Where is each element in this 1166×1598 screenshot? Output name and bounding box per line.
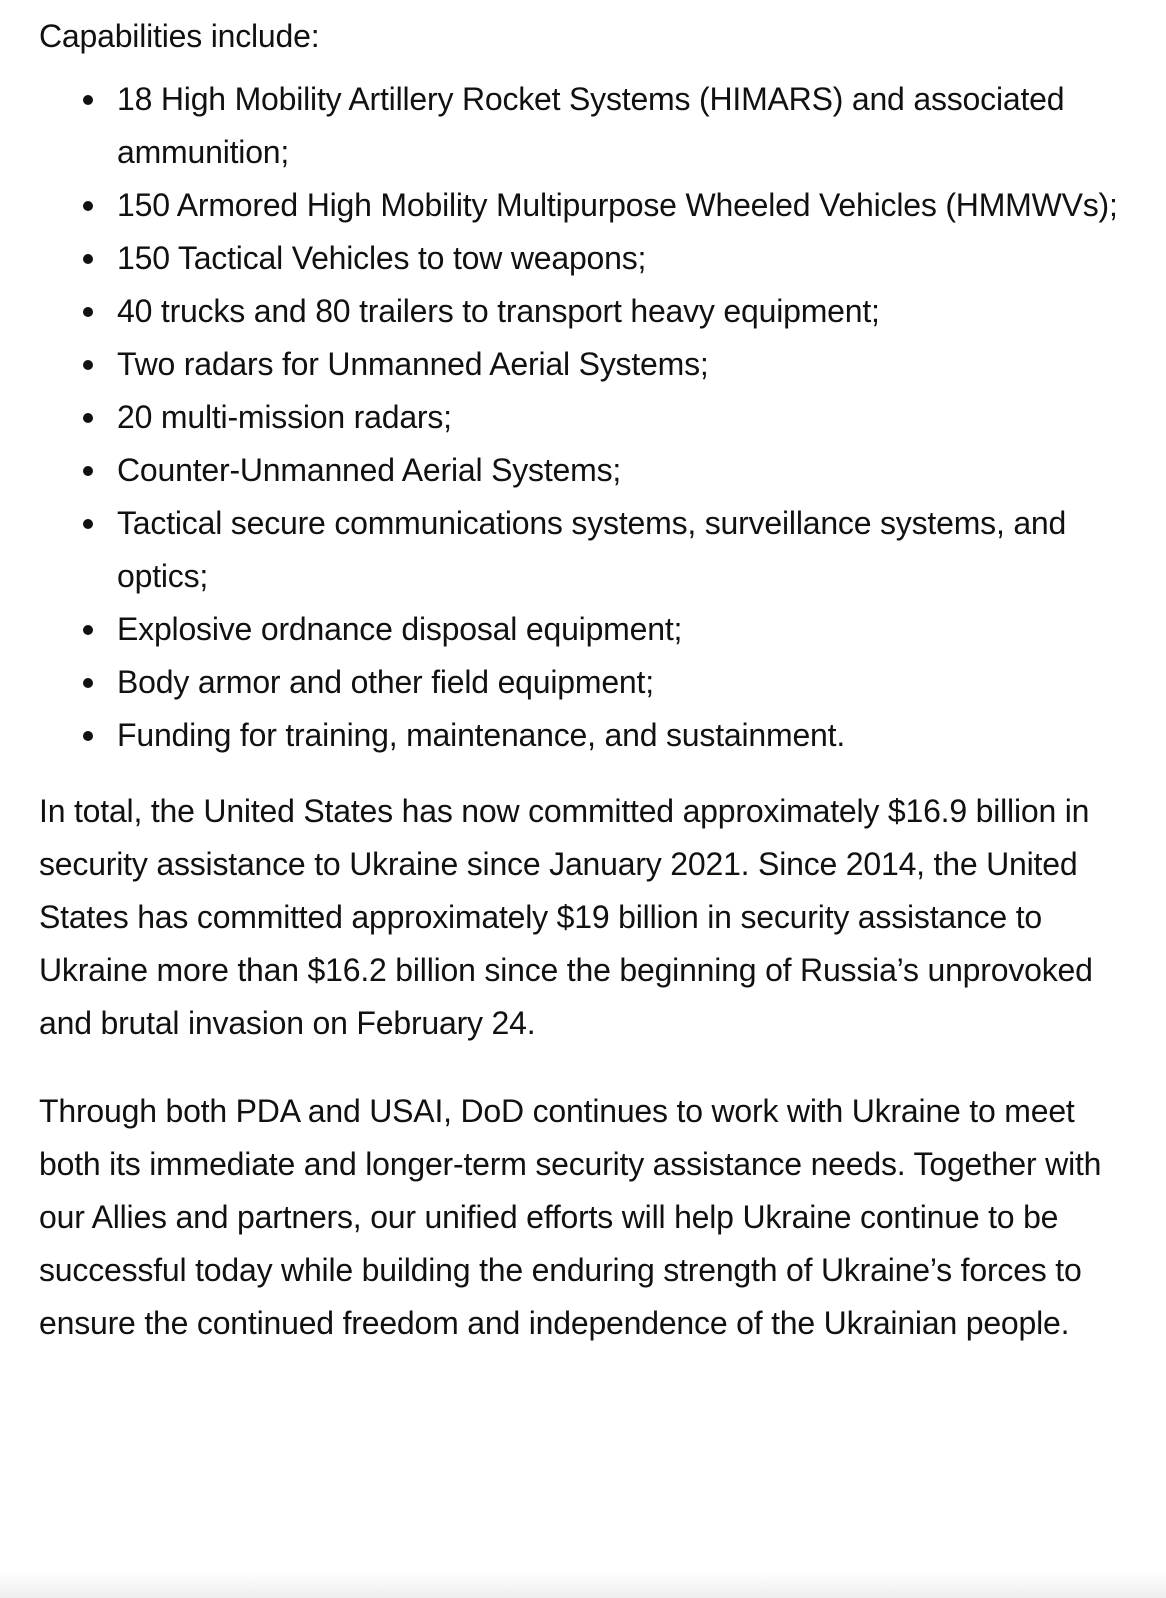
list-item-text: Body armor and other field equipment;: [117, 664, 654, 700]
bullet-icon: [83, 519, 93, 529]
bullet-icon: [83, 678, 93, 688]
list-item-text: 18 High Mobility Artillery Rocket Systems (HIMARS) and associated ammunition;: [117, 81, 1065, 170]
list-item: [117, 73, 1129, 179]
list-item: [117, 179, 1129, 232]
list-item: [117, 444, 1129, 497]
list-item-text: 150 Tactical Vehicles to tow weapons;: [117, 240, 647, 276]
list-item-text: Two radars for Unmanned Aerial Systems;: [117, 346, 709, 382]
bullet-icon: [83, 413, 93, 423]
capabilities-list: [39, 73, 1129, 762]
bullet-icon: [83, 731, 93, 741]
bullet-icon: [83, 307, 93, 317]
list-item: [117, 338, 1129, 391]
bullet-icon: [83, 95, 93, 105]
article-body: [39, 10, 1129, 1385]
list-item-text: 150 Armored High Mobility Multipurpose Wheeled Vehicles (HMMWVs);: [117, 187, 1118, 223]
list-item-text: 40 trucks and 80 trailers to transport heavy equipment;: [117, 293, 880, 329]
bullet-icon: [83, 254, 93, 264]
list-item: [117, 603, 1129, 656]
list-item: [117, 391, 1129, 444]
list-item: [117, 497, 1129, 603]
capabilities-intro: Capabilities include:: [39, 18, 320, 54]
list-item-text: 20 multi-mission radars;: [117, 399, 452, 435]
bottom-edge-shadow: [0, 1572, 1166, 1598]
bullet-icon: [83, 201, 93, 211]
list-item-text: Funding for training, maintenance, and sustainment.: [117, 717, 846, 753]
bullet-icon: [83, 625, 93, 635]
bullet-icon: [83, 466, 93, 476]
list-item: [117, 709, 1129, 762]
pda-usai-paragraph: Through both PDA and USAI, DoD continues to work with Ukraine to meet both its immediate and longer-term security assistance needs. Together with our Allies and partners, our unified efforts will help Ukraine continue to be successful today while building the enduring strength of Ukraine’s forces to ensure the continued freedom and independence of the Ukrainian people.: [39, 1093, 1102, 1341]
list-item-text: Explosive ordnance disposal equipment;: [117, 611, 683, 647]
total-commitment-paragraph: In total, the United States has now committed approximately $16.9 billion in security assistance to Ukraine since January 2021. Since 2014, the United States has committed approximately $19 billion in security assistance to Ukraine more than $16.2 billion since the beginning of Russia’s unprovoked and brutal invasion on February 24.: [39, 793, 1093, 1041]
bullet-icon: [83, 360, 93, 370]
list-item: [117, 232, 1129, 285]
list-item: [117, 656, 1129, 709]
list-item: [117, 285, 1129, 338]
list-item-text: Tactical secure communications systems, surveillance systems, and optics;: [117, 505, 1067, 594]
list-item-text: Counter-Unmanned Aerial Systems;: [117, 452, 622, 488]
